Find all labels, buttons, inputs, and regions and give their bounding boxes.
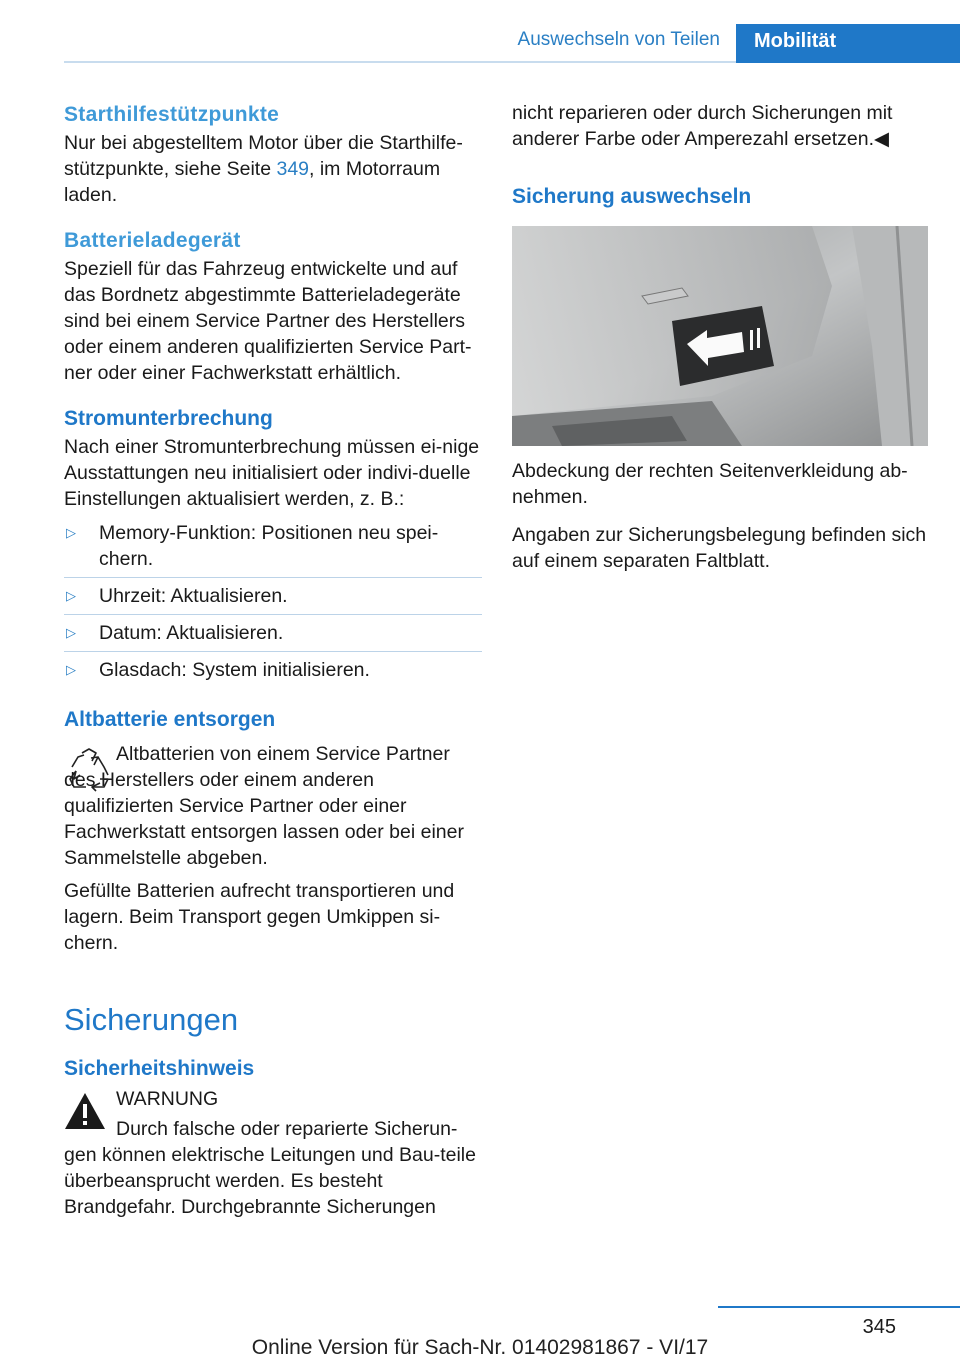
heading-sicherheitshinweis: Sicherheitshinweis [64,1057,255,1080]
heading-altbatterie: Altbatterie entsorgen [64,708,276,731]
list-item [64,657,482,688]
paragraph-starthilfe [64,130,482,208]
list-item-text: Memory-Funktion: Positionen neu spei-chern. [99,522,439,570]
triangle-bullet-icon: ▷ [66,662,76,677]
heading-stromunterbrechung: Stromunterbrechung [64,407,273,430]
right-column [512,100,930,574]
starthilfe-text-a: Nur bei abgestelltem Motor über die Starthilfe-stützpunkte, siehe Seite [64,132,463,180]
list-item-text: Uhrzeit: Aktualisieren. [99,585,288,607]
paragraph-altbatterie-2: Gefüllte Batterien aufrecht transportieren und lagern. Beim Transport gegen Umkippen si-chern. [64,880,455,954]
recycle-icon [64,745,114,795]
paragraph-altbatterie-1: Altbatterien von einem Service Partner des Herstellers oder einem anderen qualifizierten Service Partner oder einer Fachwerkstatt entsorgen lassen oder bei einer Sammelstelle abgeben. [64,743,464,869]
left-column [64,100,482,1220]
fuse-cover-photo [512,226,928,446]
paragraph-stromunterbrechung: Nach einer Stromunterbrechung müssen ei-nige Ausstattungen neu initialisiert oder indivi-duelle Einstellungen aktualisiert werden, z. B.: [64,436,480,510]
paragraph-ladegeraet: Speziell für das Fahrzeug entwickelte und auf das Bordnetz abgestimmte Batterieladegeräte sind bei einem Service Partner des Herstellers oder einem anderen qualifizierten Service Part-ner oder einer Fachwerkstatt erhältlich. [64,258,472,384]
altbatterie-block [64,741,482,871]
warning-icon [64,1092,106,1130]
list-item [64,620,482,652]
page-number: 345 [862,1316,896,1338]
header-rule [64,61,736,63]
heading-sicherungen: Sicherungen [64,1002,239,1037]
starthilfe-text-b: , im Motorraum laden. [64,158,441,206]
list-item [64,583,482,615]
heading-starthilfe: Starthilfestützpunkte [64,103,280,126]
triangle-bullet-icon: ▷ [66,625,76,640]
triangle-bullet-icon: ▷ [66,588,76,603]
list-item-text: Glasdach: System initialisieren. [99,659,370,681]
warning-block [64,1086,482,1220]
heading-ladegeraet: Batterieladegerät [64,229,241,252]
paragraph-continued: nicht reparieren oder durch Sicherungen mit anderer Farbe oder Amperezahl ersetzen.◀ [512,102,893,150]
photo-caption: Abdeckung der rechten Seitenverkleidung ab-nehmen. [512,460,908,508]
online-version-note: Online Version für Sach-Nr. 01402981867 - VI/17 [251,1336,709,1359]
list-item-text: Datum: Aktualisieren. [99,622,284,644]
page-link-349[interactable]: 349 [276,158,310,180]
paragraph-sicherungsbelegung: Angaben zur Sicherungsbelegung befinden sich auf einem separaten Faltblatt. [512,524,927,572]
stromunterbrechung-list [64,520,482,688]
warning-label: WARNUNG [116,1088,219,1110]
heading-sicherung-auswechseln: Sicherung auswechseln [512,185,752,208]
header-section-title: Auswechseln von Teilen [517,29,720,50]
list-item [64,520,482,578]
footer-rule [718,1306,960,1308]
warning-text: Durch falsche oder reparierte Sicherun-gen können elektrische Leitungen und Bau-teile überbeansprucht werden. Es besteht Brandgefahr. Durchgebrannte Sicherungen [64,1118,476,1218]
header-chapter-tab: Mobilität [736,24,960,63]
triangle-bullet-icon: ▷ [66,525,76,540]
